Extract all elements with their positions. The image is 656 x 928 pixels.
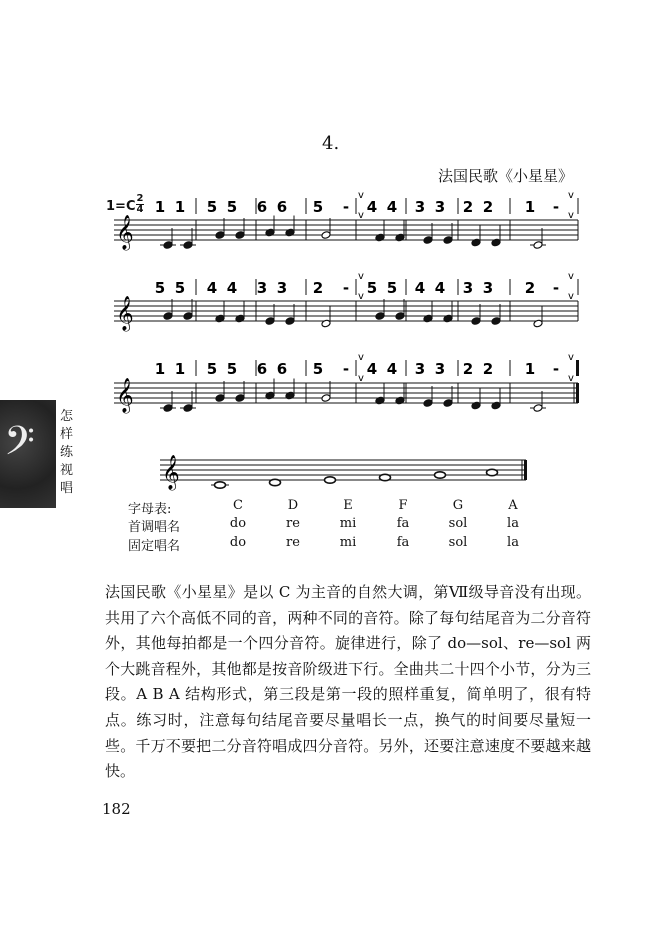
jianpu-digit: 4 <box>414 279 426 297</box>
jianpu-digit: 3 <box>414 198 426 216</box>
ref-final-barline-thick <box>524 460 527 480</box>
whole-note <box>215 482 226 488</box>
chart-row-fixed <box>128 535 519 554</box>
jianpu-digit: 3 <box>276 279 288 297</box>
jianpu-digit: 4 <box>366 198 378 216</box>
breath-mark: v <box>358 190 364 201</box>
sidebar-char: 唱 <box>60 481 74 496</box>
jianpu-digit: 3 <box>256 279 268 297</box>
chart-cell: G <box>452 498 464 513</box>
jianpu-digit: 5 <box>386 279 398 297</box>
whole-note <box>435 472 446 478</box>
quarter-note <box>163 241 173 250</box>
chart-cell: F <box>398 498 408 513</box>
jianpu-digit: 2 <box>312 279 324 297</box>
sidebar-char: 视 <box>60 463 74 478</box>
chart-row-letters <box>128 498 518 517</box>
jianpu-digit: - <box>342 198 350 216</box>
breath-mark: v <box>568 291 574 302</box>
quarter-note <box>183 404 193 413</box>
chart-header: 固定唱名 <box>128 539 181 554</box>
whole-note <box>325 477 336 483</box>
jianpu-digit: 6 <box>276 360 288 378</box>
breath-mark: v <box>358 210 364 221</box>
jianpu-digit: - <box>552 279 560 297</box>
quarter-note <box>163 404 173 413</box>
page-number: 182 <box>102 800 131 818</box>
quarter-note <box>285 317 295 326</box>
jianpu-digit: 4 <box>226 279 238 297</box>
treble-clef-icon: 𝄞 <box>116 378 134 413</box>
jianpu-digit: 4 <box>386 360 398 378</box>
jianpu-digit: 5 <box>312 360 324 378</box>
chart-cell: sol <box>448 535 468 550</box>
half-note <box>533 404 543 413</box>
jianpu-digit: 4 <box>386 198 398 216</box>
chart-row-movable <box>128 516 519 535</box>
jianpu-digit: 5 <box>226 198 238 216</box>
whole-note <box>270 479 281 485</box>
final-barline-thick <box>576 383 579 403</box>
chart-cell: mi <box>339 516 357 531</box>
jianpu-digit: 5 <box>174 279 186 297</box>
sidebar-char: 练 <box>60 445 74 460</box>
jianpu-digit: 5 <box>226 360 238 378</box>
chart-cell: la <box>507 535 519 550</box>
jianpu-digit: 3 <box>434 360 446 378</box>
quarter-note <box>215 394 225 403</box>
breath-mark: v <box>568 352 574 363</box>
jianpu-digit: 4 <box>434 279 446 297</box>
jianpu-digit: 2 <box>462 198 474 216</box>
quarter-note <box>491 317 501 326</box>
chart-cell: sol <box>448 516 468 531</box>
breath-mark: v <box>358 291 364 302</box>
piece-number: 4. <box>322 133 340 154</box>
jianpu-final-barline <box>576 360 579 376</box>
half-note <box>321 231 331 240</box>
breath-mark: v <box>568 373 574 384</box>
jianpu-digit: 5 <box>154 279 166 297</box>
jianpu-digit: - <box>552 360 560 378</box>
jianpu-digit: 1 <box>174 198 186 216</box>
sidebar-char: 怎 <box>60 409 74 424</box>
chart-cell: re <box>286 535 300 550</box>
song-title: 法国民歌《小星星》 <box>438 167 574 185</box>
half-note <box>321 394 331 403</box>
jianpu-digit: 4 <box>206 279 218 297</box>
treble-clef-icon: 𝄞 <box>162 455 180 490</box>
jianpu-digit: 2 <box>482 360 494 378</box>
quarter-note <box>423 399 433 408</box>
jianpu-digit: 2 <box>524 279 536 297</box>
quarter-note <box>443 236 453 245</box>
jianpu-digit: 5 <box>206 360 218 378</box>
breath-mark: v <box>358 352 364 363</box>
treble-clef-icon: 𝄞 <box>116 215 134 250</box>
jianpu-digit: 5 <box>366 279 378 297</box>
quarter-note <box>183 241 193 250</box>
jianpu-digit: 6 <box>256 198 268 216</box>
chart-cell: mi <box>339 535 357 550</box>
chart-cell: fa <box>396 516 410 531</box>
jianpu-digit: 2 <box>482 198 494 216</box>
quarter-note <box>443 399 453 408</box>
jianpu-digit: 1 <box>174 360 186 378</box>
jianpu-digit: 2 <box>462 360 474 378</box>
quarter-note <box>183 312 193 321</box>
jianpu-digit: - <box>342 279 350 297</box>
jianpu-digit: - <box>342 360 350 378</box>
quarter-note <box>423 236 433 245</box>
jianpu-digit: 1 <box>524 198 536 216</box>
quarter-note <box>235 231 245 240</box>
chart-cell: E <box>343 498 353 513</box>
quarter-note <box>471 317 481 326</box>
time-bottom: 4 <box>136 204 144 215</box>
chart-header: 首调唱名 <box>128 520 181 535</box>
breath-mark: v <box>568 190 574 201</box>
time-top: 2 <box>136 193 144 204</box>
chart-cell: D <box>287 498 299 513</box>
jianpu-digit: 1 <box>524 360 536 378</box>
jianpu-digit: 3 <box>434 198 446 216</box>
chart-cell: A <box>508 498 518 513</box>
jianpu-digit: 6 <box>256 360 268 378</box>
half-note <box>533 241 543 250</box>
jianpu-digit: 5 <box>312 198 324 216</box>
treble-clef-icon: 𝄞 <box>116 296 134 331</box>
whole-note <box>380 474 391 480</box>
jianpu-digit: 4 <box>366 360 378 378</box>
jianpu-digit: 1 <box>154 198 166 216</box>
quarter-note <box>375 312 385 321</box>
sidebar-char: 样 <box>60 427 74 442</box>
chart-cell: C <box>233 498 243 513</box>
quarter-note <box>395 312 405 321</box>
key-signature-label: 1=C <box>106 199 136 214</box>
jianpu-digit: - <box>552 198 560 216</box>
jianpu-digit: 6 <box>276 198 288 216</box>
chart-cell: la <box>507 516 519 531</box>
whole-note <box>487 469 498 475</box>
quarter-note <box>235 394 245 403</box>
chart-cell: re <box>286 516 300 531</box>
jianpu-digit: 3 <box>482 279 494 297</box>
quarter-note <box>215 231 225 240</box>
chart-cell: fa <box>396 535 410 550</box>
sidebar-title <box>60 408 76 498</box>
chart-header: 字母表: <box>128 502 172 517</box>
jianpu-digit: 3 <box>462 279 474 297</box>
bass-clef-icon: 𝄢 <box>4 418 35 474</box>
chart-cell: do <box>229 535 247 550</box>
jianpu-digit: 5 <box>206 198 218 216</box>
breath-mark: v <box>358 271 364 282</box>
jianpu-digit: 1 <box>154 360 166 378</box>
quarter-note <box>163 312 173 321</box>
explanation-paragraph: 法国民歌《小星星》是以 C 为主音的自然大调，第Ⅶ级导音没有出现。共用了六个高低不同的音，两种不同的音符。除了每句结尾音为二分音符外，其他每拍都是一个四分音符。旋律进行，除了 do—sol、re—sol 两个大跳音程外，其他都是按音阶级进下行。全曲共二十四个小节，分为三段。A B A 结构形式，第三段是第一段的照样重复，简单明了，很有特点。练习时，注意每句结尾音要尽量唱长一点，换气的时间要尽量短一些。千万不要把二分音符唱成四分音符。另外，还要注意速度不要越来越快。 <box>105 583 591 781</box>
breath-mark: v <box>568 210 574 221</box>
breath-mark: v <box>568 271 574 282</box>
breath-mark: v <box>358 373 364 384</box>
chart-cell: do <box>229 516 247 531</box>
quarter-note <box>265 317 275 326</box>
jianpu-digit: 3 <box>414 360 426 378</box>
